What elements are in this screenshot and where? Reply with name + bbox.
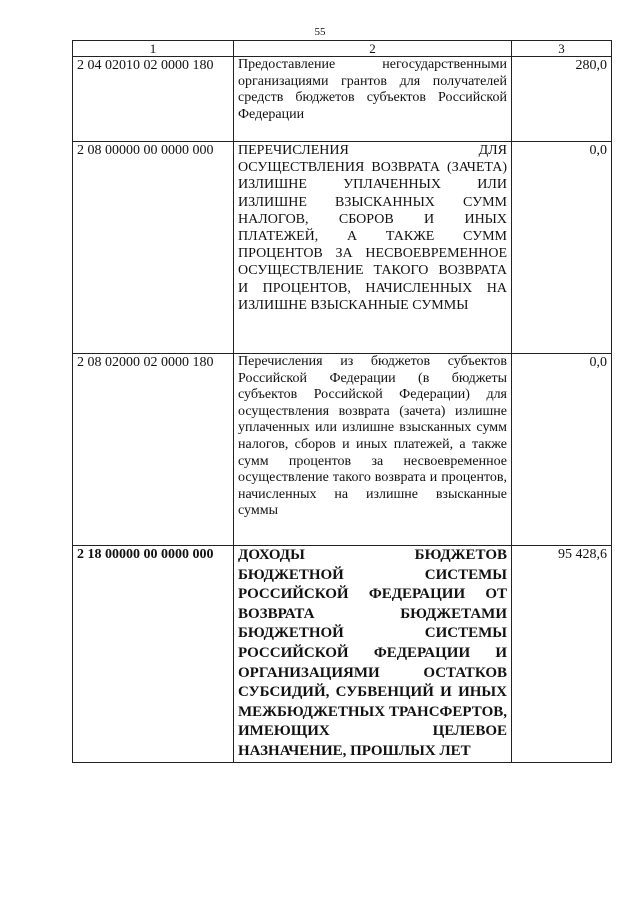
table-row bbox=[73, 142, 612, 354]
row-code: 2 08 00000 00 0000 000 bbox=[73, 142, 234, 354]
table-header-row bbox=[73, 41, 612, 57]
row-name: Предоставление негосударственными организациями грантов для получателей средств бюджетов субъектов Российской Федерации bbox=[234, 57, 512, 142]
row-code: 2 08 02000 02 0000 180 bbox=[73, 354, 234, 546]
row-name: Перечисления из бюджетов субъектов Российской Федерации (в бюджеты субъектов Российской Федерации) для осуществления возврата (зачета) излишне уплаченных или излишне взысканных сумм налогов, сборов и иных платежей, а также сумм процентов за несвоевременное осуществление такого возврата и процентов, начисленных на излишне взысканные суммы bbox=[234, 354, 512, 546]
row-amount: 280,0 bbox=[512, 57, 612, 142]
column-header-name: 2 bbox=[234, 41, 512, 57]
table-row bbox=[73, 354, 612, 546]
table-row bbox=[73, 546, 612, 763]
row-amount: 0,0 bbox=[512, 354, 612, 546]
column-header-amount: 3 bbox=[512, 41, 612, 57]
page-number: 55 bbox=[314, 26, 326, 38]
row-name: ПЕРЕЧИСЛЕНИЯ ДЛЯ ОСУЩЕСТВЛЕНИЯ ВОЗВРАТА (ЗАЧЕТА) ИЗЛИШНЕ УПЛАЧЕННЫХ ИЛИ ИЗЛИШНЕ ВЗЫСКАННЫХ СУММ НАЛОГОВ, СБОРОВ И ИНЫХ ПЛАТЕЖЕЙ, А ТАКЖЕ СУММ ПРОЦЕНТОВ ЗА НЕСВОЕВРЕМЕННОЕ ОСУЩЕСТВЛЕНИЕ ТАКОГО ВОЗВРАТА И ПРОЦЕНТОВ, НАЧИСЛЕННЫХ НА ИЗЛИШНЕ ВЗЫСКАННЫЕ СУММЫ bbox=[234, 142, 512, 354]
row-name: ДОХОДЫ БЮДЖЕТОВ БЮДЖЕТНОЙ СИСТЕМЫ РОССИЙСКОЙ ФЕДЕРАЦИИ ОТ ВОЗВРАТА БЮДЖЕТАМИ БЮДЖЕТНОЙ СИСТЕМЫ РОССИЙСКОЙ ФЕДЕРАЦИИ И ОРГАНИЗАЦИЯМИ ОСТАТКОВ СУБСИДИЙ, СУБВЕНЦИЙ И ИНЫХ МЕЖБЮДЖЕТНЫХ ТРАНСФЕРТОВ, ИМЕЮЩИХ ЦЕЛЕВОЕ НАЗНАЧЕНИЕ, ПРОШЛЫХ ЛЕТ bbox=[234, 546, 512, 763]
row-code: 2 04 02010 02 0000 180 bbox=[73, 57, 234, 142]
column-header-code: 1 bbox=[73, 41, 234, 57]
row-amount: 0,0 bbox=[512, 142, 612, 354]
table-row bbox=[73, 57, 612, 142]
row-amount: 95 428,6 bbox=[512, 546, 612, 763]
budget-revenue-table bbox=[72, 40, 612, 763]
row-code: 2 18 00000 00 0000 000 bbox=[73, 546, 234, 763]
